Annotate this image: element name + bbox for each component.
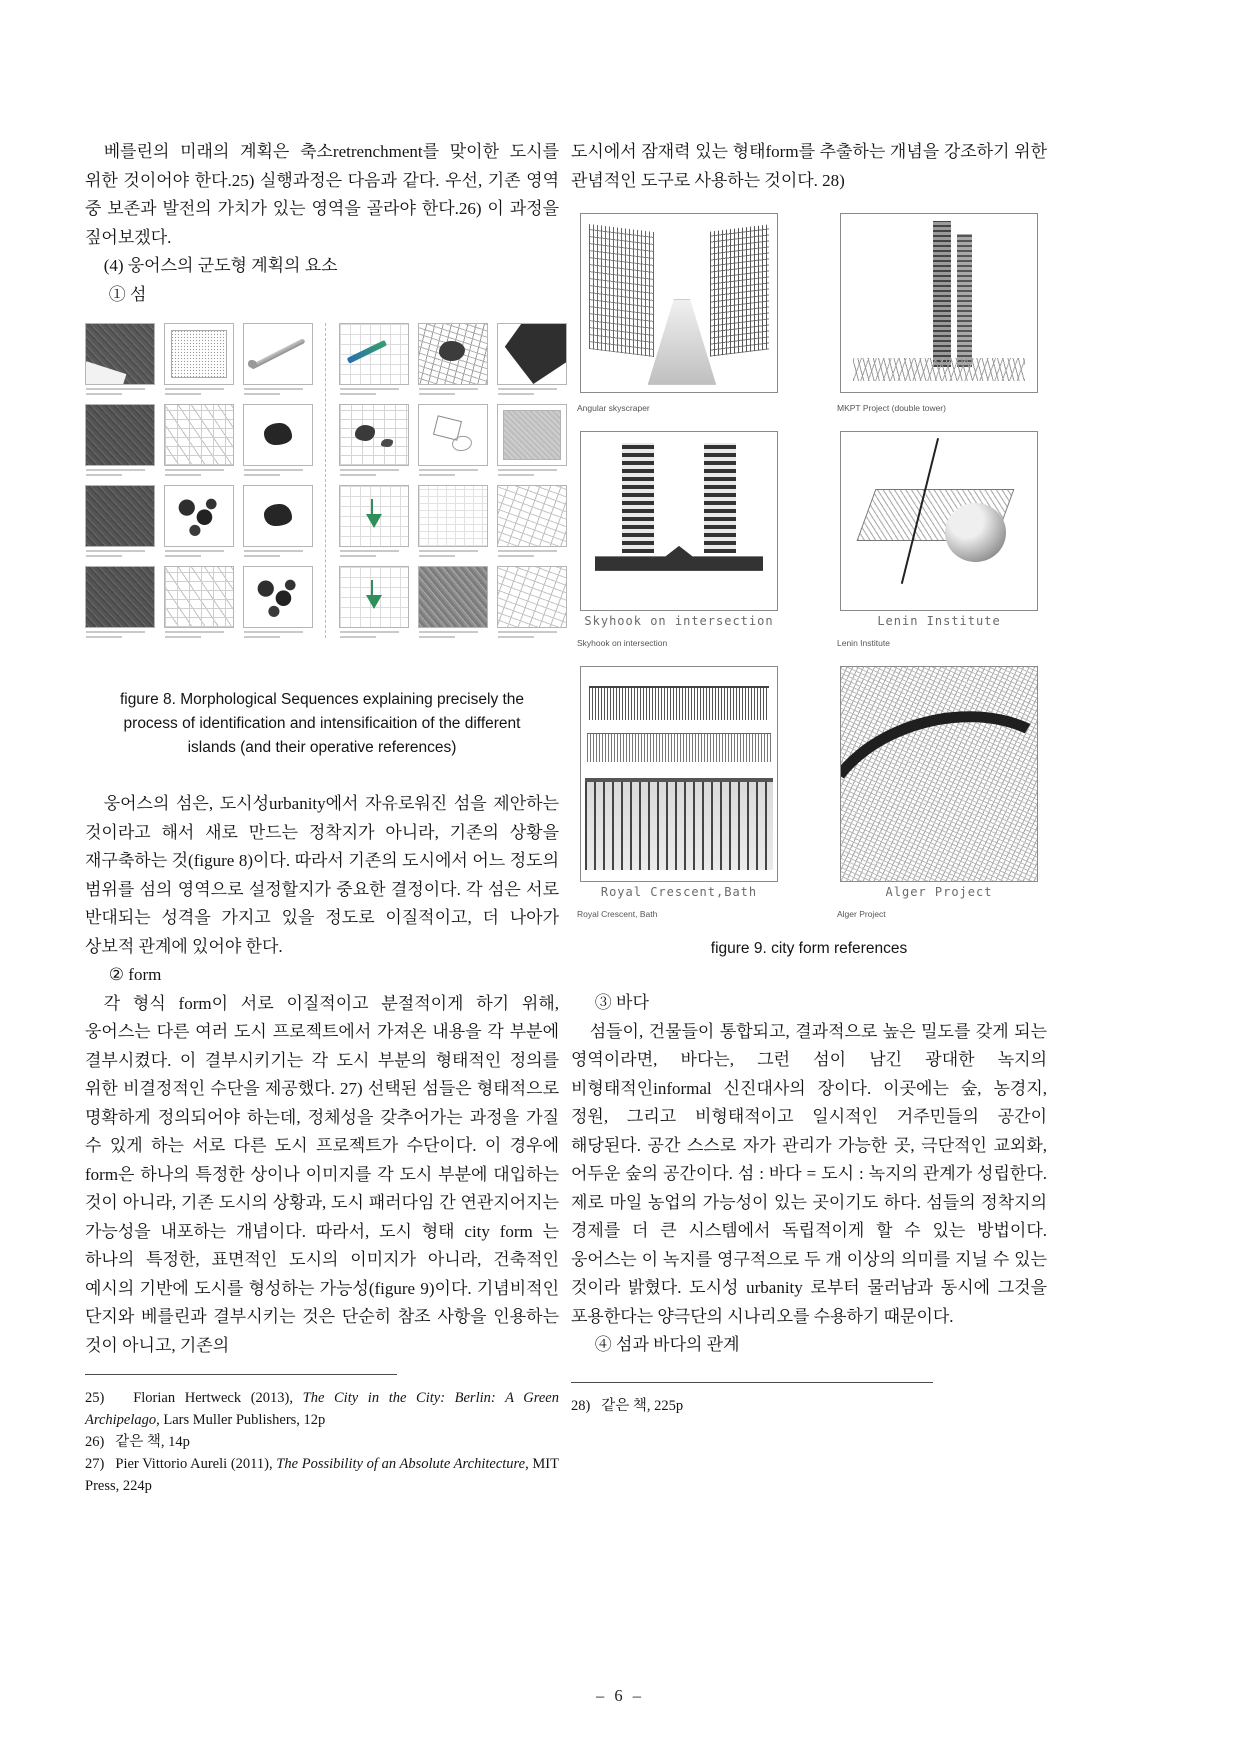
figure-9-row (571, 431, 1047, 648)
thumbnail-caption-line (244, 388, 303, 390)
map-thumbnail (418, 566, 488, 638)
thumbnail-caption-line (244, 550, 303, 552)
map-thumbnail-image (85, 485, 155, 547)
footnote-text: 같은 책, 14p (115, 1434, 190, 1451)
figure-9-typewriter-label: Lenin Institute (877, 614, 1001, 628)
footnote-text: , MIT Press, 224p (85, 1456, 559, 1495)
map-thumbnail (497, 485, 567, 557)
footnote-title: The Possibility of an Absolute Architecture (276, 1456, 526, 1473)
thumbnail-caption-line (86, 636, 122, 638)
figure-9-small-label: Angular skyscraper (577, 403, 650, 413)
map-thumbnail (418, 485, 488, 557)
map-thumbnail-image (418, 323, 488, 385)
thumbnail-caption-line (340, 388, 399, 390)
thumbnail-caption-line (419, 631, 478, 633)
thumbnail-caption-line (244, 636, 280, 638)
thumbnail-caption-line (498, 550, 557, 552)
thumbnail-caption-line (419, 388, 478, 390)
map-thumbnail-image (497, 566, 567, 628)
footnote-rule (85, 1374, 397, 1375)
figure-9-item (573, 666, 785, 919)
figure-9-item (833, 666, 1045, 919)
map-thumbnail-image (85, 404, 155, 466)
thumbnail-caption-line (419, 474, 455, 476)
figure-8-grid-right-group (325, 323, 567, 638)
thumbnail-caption-line (244, 555, 280, 557)
map-thumbnail (85, 566, 155, 638)
thumbnail-caption-line (165, 388, 224, 390)
thumbnail-caption-line (498, 469, 557, 471)
map-thumbnail (85, 404, 155, 476)
map-thumbnail-image (243, 404, 313, 466)
footnote-text: 같은 책, 225p (601, 1397, 684, 1414)
footnote-title: The City in the City: Berlin: A Green Archipelago (85, 1390, 559, 1429)
thumbnail-caption-line (340, 474, 376, 476)
thumbnail-caption-line (419, 393, 455, 395)
left-column (85, 138, 559, 1497)
thumbnail-caption-line (86, 469, 145, 471)
map-thumbnail (497, 404, 567, 476)
right-column (571, 138, 1047, 1417)
map-thumbnail (418, 323, 488, 395)
thumbnail-caption-line (340, 631, 399, 633)
map-thumbnail-image (85, 323, 155, 385)
map-thumbnail-image (164, 485, 234, 547)
thumbnail-caption-line (498, 474, 534, 476)
footnote-28 (571, 1395, 1047, 1417)
map-thumbnail (497, 323, 567, 395)
thumbnail-caption-line (340, 469, 399, 471)
footnote-text: Florian Hertweck (2013), (133, 1390, 303, 1407)
figure-8-caption: figure 8. Morphological Sequences explaining precisely the process of identification and intensificaition of the different islands (and their operative references) (119, 691, 525, 757)
map-thumbnail (85, 323, 155, 395)
map-thumbnail-image (243, 485, 313, 547)
figure-9-caption: figure 9. city form references (710, 940, 908, 957)
map-thumbnail (243, 485, 313, 557)
figure-9-item (573, 213, 785, 413)
paragraph-island: 웅어스의 섬은, 도시성urbanity에서 자유로워진 섬을 제안하는 것이라고 해서 새로 만드는 정착지가 아니라, 기존의 상황을 재구축하는 것(figure 8)이다. 따라서 기존의 도시에서 어느 정도의 범위를 섬의 영역으로 설정할지가 중요한 결정이다. 각 섬은 서로 반대되는 성격을 가지고 있을 정도로 이질적이고, 더 나아가 상보적 관계에 있어야 한다. (85, 794, 559, 956)
paragraph-top: 도시에서 잠재력 있는 형태form를 추출하는 개념을 강조하기 위한 관념적인 도구로 사용하는 것이다. 28) (571, 142, 1047, 190)
thumbnail-caption-line (340, 393, 376, 395)
lenin-institute-image (840, 431, 1038, 611)
thumbnail-caption-line (419, 469, 478, 471)
street-scene-image (580, 213, 778, 393)
figure-8-grid-left-group (85, 323, 313, 638)
thumbnail-caption-line (165, 636, 201, 638)
paragraph-form: 각 형식 form이 서로 이질적이고 분절적이게 하기 위해, 웅어스는 다른 여러 도시 프로젝트에서 가져온 내용을 각 부분에 결부시켰다. 이 결부시키기는 각 도시 부분의 형태적인 정의를 위한 비결정적인 수단을 제공했다. 27) 선택된 섬들은 형태적으로 명확하게 정의되어야 하는데, 정체성을 갖추어가는 과정을 가질 수 있게 하는 서로 다른 도시 프로젝트가 수단이다. 이 경우에 form은 하나의 특정한 상이나 이미지를 각 도시 부분에 대입하는 것이 아니라, 기존 도시의 상황과, 도시 패러다임 간 연관지어지는 가능성을 내포하는 개념이다. 따라서, 도시 형태 city form 는 하나의 특정한, 표면적인 도시의 이미지가 아니라, 건축적인 예시의 기반에 도시를 형성하는 가능성(figure 9)이다. 기념비적인 단지와 베를린과 결부시키는 것은 단순히 참조 사항을 인용하는 것이 아니고, 기존의 (85, 993, 559, 1355)
figure-8-grid (85, 323, 559, 638)
thumbnail-caption-line (498, 388, 557, 390)
left-footnotes (85, 1374, 559, 1497)
thumbnail-caption-line (86, 474, 122, 476)
thumbnail-caption-line (86, 550, 145, 552)
page-number: – 6 – (596, 1686, 644, 1705)
thumbnail-caption-line (86, 631, 145, 633)
map-thumbnail-image (164, 566, 234, 628)
map-thumbnail (339, 404, 409, 476)
thumbnail-caption-line (165, 474, 201, 476)
map-thumbnail (243, 566, 313, 638)
footnote-number: 25) (85, 1390, 105, 1407)
footnote-text: Pier Vittorio Aureli (2011), (115, 1456, 277, 1473)
figure-9-item (573, 431, 785, 648)
figure-9-small-label: Lenin Institute (837, 638, 890, 648)
map-thumbnail-image (497, 323, 567, 385)
map-thumbnail-image (418, 485, 488, 547)
thumbnail-caption-line (86, 555, 122, 557)
map-thumbnail (339, 323, 409, 395)
map-thumbnail-image (418, 566, 488, 628)
map-thumbnail-image (339, 485, 409, 547)
thumbnail-caption-line (244, 474, 280, 476)
footnote-rule (571, 1382, 933, 1383)
figure-9-typewriter-label: Skyhook on intersection (584, 614, 774, 628)
map-thumbnail-image (497, 485, 567, 547)
footnote-number: 26) (85, 1434, 105, 1451)
thumbnail-caption-line (165, 469, 224, 471)
figure-9-small-label: Royal Crescent, Bath (577, 909, 658, 919)
map-thumbnail-image (339, 404, 409, 466)
figure-9-small-label: Alger Project (837, 909, 886, 919)
map-thumbnail (339, 566, 409, 638)
footnote-number: 27) (85, 1456, 105, 1473)
figure-9-typewriter-label: Alger Project (885, 885, 993, 899)
footnote-26 (85, 1431, 559, 1453)
thumbnail-caption-line (165, 555, 201, 557)
map-thumbnail (164, 566, 234, 638)
map-thumbnail (164, 404, 234, 476)
figure-9-item (833, 213, 1045, 413)
map-thumbnail (339, 485, 409, 557)
map-thumbnail-image (243, 323, 313, 385)
section-heading-4: (4) 웅어스의 군도형 계획의 요소 (103, 256, 338, 275)
double-tower-image (840, 213, 1038, 393)
figure-9 (571, 213, 1047, 961)
right-footnotes (571, 1382, 1047, 1417)
thumbnail-caption-line (165, 550, 224, 552)
map-thumbnail-image (339, 566, 409, 628)
map-thumbnail-image (418, 404, 488, 466)
map-thumbnail-image (85, 566, 155, 628)
list-item-relation: ④ 섬과 바다의 관계 (594, 1335, 740, 1355)
thumbnail-caption-line (244, 393, 280, 395)
map-thumbnail (85, 485, 155, 557)
figure-9-typewriter-label: Royal Crescent,Bath (600, 885, 758, 899)
thumbnail-caption-line (340, 555, 376, 557)
footnote-25 (85, 1387, 559, 1431)
figure-9-small-label: Skyhook on intersection (577, 638, 668, 648)
footnote-27 (85, 1453, 559, 1497)
map-thumbnail (164, 485, 234, 557)
map-thumbnail-image (164, 404, 234, 466)
thumbnail-caption-line (165, 631, 224, 633)
alger-project-image (840, 666, 1038, 882)
list-item-form: ② form (108, 965, 162, 985)
thumbnail-caption-line (419, 555, 455, 557)
thumbnail-caption-line (498, 631, 557, 633)
map-thumbnail-image (243, 566, 313, 628)
thumbnail-caption-line (419, 550, 478, 552)
thumbnail-caption-line (340, 636, 376, 638)
thumbnail-caption-line (340, 550, 399, 552)
skyhook-image (580, 431, 778, 611)
figure-9-small-label: MKPT Project (double tower) (837, 403, 946, 413)
map-thumbnail (243, 323, 313, 395)
thumbnail-caption-line (86, 388, 145, 390)
footnote-number: 28) (571, 1397, 591, 1414)
map-thumbnail (418, 404, 488, 476)
thumbnail-caption-line (244, 631, 303, 633)
paragraph-intro: 베를린의 미래의 계획은 축소retrenchment를 맞이한 도시를 위한 것이어야 한다.25) 실행과정은 다음과 같다. 우선, 기존 영역 중 보존과 발전의 가치가 있는 영역을 골라야 한다.26) 이 과정을 짚어보겠다. (85, 142, 559, 247)
figure-9-item (833, 431, 1045, 648)
paragraph-sea: 섬들이, 건물들이 통합되고, 결과적으로 높은 밀도를 갖게 되는 영역이라면, 바다는, 그런 섬이 남긴 광대한 녹지의 비형태적인informal 신진대사의 장이다. 이곳에는 숲, 농경지, 정원, 그리고 비형태적이고 일시적인 거주민들의 공간이 해당된다. 공간 스스로 자가 관리가 가능한 곳, 극단적인 교외화, 어두운 숲의 공간이다. 섬 : 바다 = 도시 : 녹지의 관계가 성립한다. 제로 마일 농업의 가능성이 있는 곳이기도 하다. 섬들의 정착지의 경제를 더 큰 시스템에서 독립적이게 할 수 있는 방법이다. 웅어스는 이 녹지를 영구적으로 두 개 이상의 의미를 지닐 수 있는 것이라 밝혔다. 도시성 urbanity 로부터 물러남과 동시에 그것을 포용한다는 양극단의 시나리오를 수용하기 때문이다. (571, 1021, 1047, 1326)
figure-9-row (571, 213, 1047, 413)
thumbnail-caption-line (244, 469, 303, 471)
thumbnail-caption-line (165, 393, 201, 395)
thumbnail-caption-line (419, 636, 455, 638)
map-thumbnail-image (497, 404, 567, 466)
map-thumbnail-image (164, 323, 234, 385)
thumbnail-caption-line (498, 636, 534, 638)
list-item-island: ① 섬 (108, 284, 147, 304)
thumbnail-caption-line (498, 393, 534, 395)
figure-9-row (571, 666, 1047, 919)
map-thumbnail-image (339, 323, 409, 385)
royal-crescent-image (580, 666, 778, 882)
thumbnail-caption-line (86, 393, 122, 395)
map-thumbnail (243, 404, 313, 476)
map-thumbnail (164, 323, 234, 395)
map-thumbnail (497, 566, 567, 638)
thumbnail-caption-line (498, 555, 534, 557)
list-item-sea: ③ 바다 (594, 993, 649, 1013)
footnote-text: , Lars Muller Publishers, 12p (156, 1412, 326, 1429)
figure-9-rows (571, 213, 1047, 919)
figure-8 (85, 323, 559, 760)
